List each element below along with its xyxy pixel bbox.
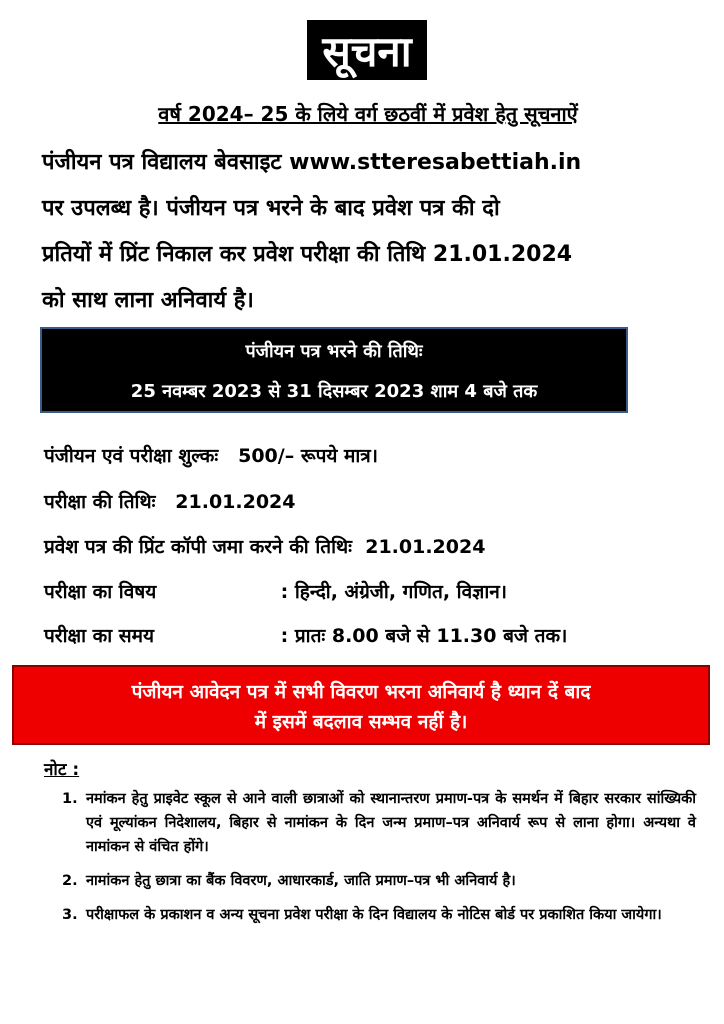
registration-dates-label: पंजीयन पत्र भरने की तिथिः (245, 341, 423, 362)
fee-value: 500/– रूपये मात्र। (238, 445, 378, 467)
subjects-value: : हिन्दी, अंग्रेजी, गणित, विज्ञान। (280, 581, 507, 603)
exam-date-row (44, 488, 295, 514)
intro-line-3: प्रतियों में प्रिंट निकाल कर प्रवेश परीक्षा की तिथि 21.01.2024 (42, 242, 573, 267)
note-number: 1. (62, 791, 78, 807)
notice-heading: वर्ष 2024– 25 के लिये वर्ग छठवीं में प्रवेश हेतु सूचनाऐं (158, 102, 578, 126)
warning-line-1: पंजीयन आवेदन पत्र में सभी विवरण भरना अनिवार्य है ध्यान दें बाद (131, 681, 591, 703)
note-item (62, 869, 696, 893)
admit-submit-label: प्रवेश पत्र की प्रिंट कॉपी जमा करने की तिथिः (44, 536, 352, 558)
fee-row (44, 442, 378, 468)
subjects-label: परीक्षा का विषय (44, 581, 157, 603)
note-text: परीक्षाफल के प्रकाशन व अन्य सूचना प्रवेश परीक्षा के दिन विद्यालय के नोटिस बोर्ड पर प्रकाशित किया जायेगा। (86, 907, 662, 923)
exam-time-label: परीक्षा का समय (44, 625, 154, 647)
intro-line-1: पंजीयन पत्र विद्यालय बेवसाइट www.stteresabettiah.in (42, 150, 582, 175)
registration-dates-range: 25 नवम्बर 2023 से 31 दिसम्बर 2023 शाम 4 बजे तक (130, 381, 538, 402)
intro-paragraph (42, 140, 682, 324)
exam-date-label: परीक्षा की तिथिः (44, 491, 156, 513)
registration-dates-box (40, 327, 628, 413)
admit-card-submit-row (44, 533, 485, 559)
note-number: 3. (62, 907, 78, 923)
notes-heading: नोट : (44, 760, 80, 780)
note-item (62, 903, 696, 927)
note-item (62, 787, 696, 859)
notes-list (62, 787, 696, 937)
warning-box (12, 665, 710, 745)
admit-submit-value: 21.01.2024 (365, 536, 486, 558)
exam-time-row (44, 622, 567, 648)
note-text: नमांकन हेतु प्राइवेट स्कूल से आने वाली छात्राओं को स्थानान्तरण प्रमाण-पत्र के समर्थन में बिहार सरकार सांख्यिकी एवं मूल्यांकन निदेशालय, बिहार से नामांकन के दिन जन्म प्रमाण–पत्र अनिवार्य रूप से लाना होगा। अन्यथा वे नामांकन से वंचित होंगे। (86, 791, 696, 855)
subjects-row (44, 578, 507, 604)
warning-line-2: में इसमें बदलाव सम्भव नहीं है। (254, 711, 468, 733)
intro-line-4: को साथ लाना अनिवार्य है। (42, 288, 254, 313)
fee-label: पंजीयन एवं परीक्षा शुल्कः (44, 445, 219, 467)
exam-time-value: : प्रातः 8.00 बजे से 11.30 बजे तक। (280, 625, 568, 647)
intro-line-2: पर उपलब्ध है। पंजीयन पत्र भरने के बाद प्रवेश पत्र की दो (42, 196, 500, 221)
exam-date-value: 21.01.2024 (175, 491, 296, 513)
notice-title: सूचना (307, 20, 427, 80)
note-text: नामांकन हेतु छात्रा का बैंक विवरण, आधारकार्ड, जाति प्रमाण–पत्र भी अनिवार्य है। (86, 873, 516, 889)
note-number: 2. (62, 873, 78, 889)
